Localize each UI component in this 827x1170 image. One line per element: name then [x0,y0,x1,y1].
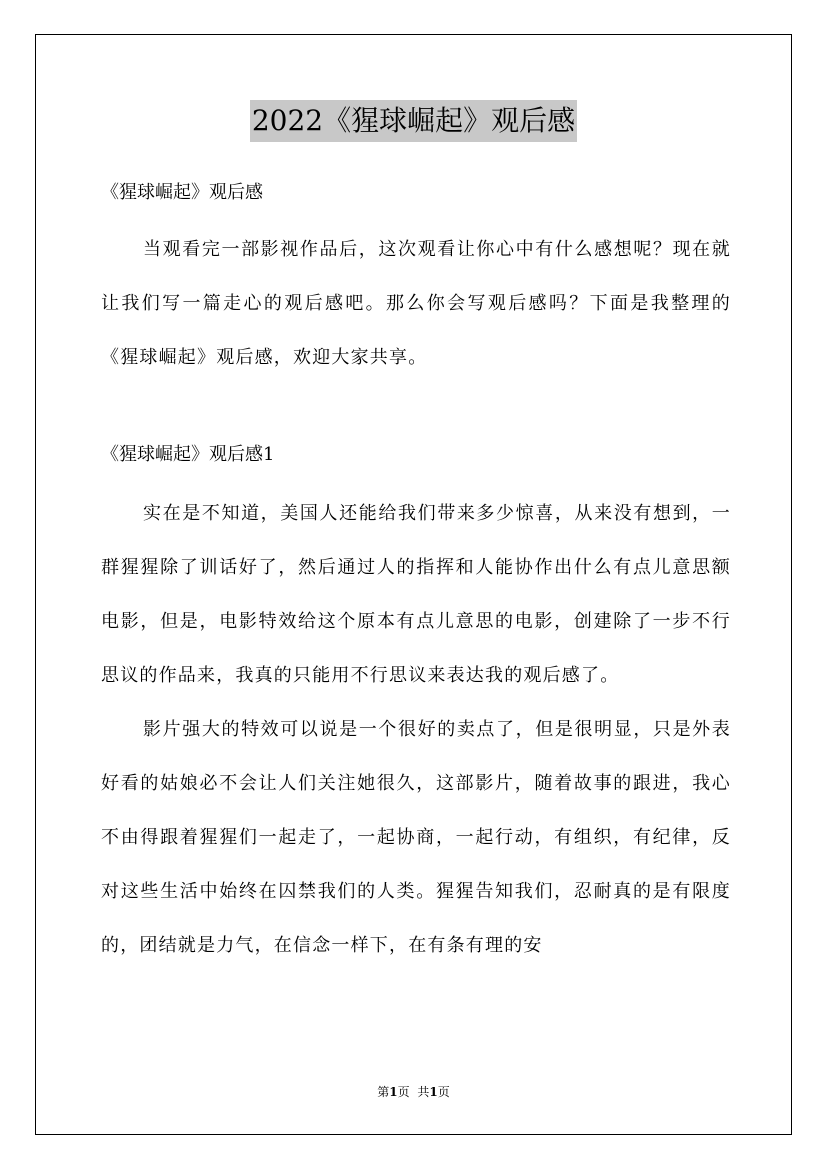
footer-total-prefix: 共 [417,1085,430,1099]
footer-page-number: 1 [389,1085,398,1099]
footer-total-suffix: 页 [437,1085,450,1099]
footer-page-suffix: 页 [397,1085,410,1099]
section-heading: 《猩球崛起》观后感1 [101,444,275,465]
body-paragraph-1: 实在是不知道，美国人还能给我们带来多少惊喜，从来没有想到，一群猩猩除了训话好了，然后通过人的指挥和人能协作出什么有点儿意思额电影，但是，电影特效给这个原本有点儿意思的电影，创建除了一步不行思议的作品来，我真的只能用不行思议来表达我的观后感了。 [101,503,731,686]
intro-paragraph: 当观看完一部影视作品后，这次观看让你心中有什么感想呢？现在就让我们写一篇走心的观后感吧。那么你会写观后感吗？下面是我整理的《猩球崛起》观后感，欢迎大家共享。 [101,239,731,368]
document-body [101,175,731,973]
intro-heading: 《猩球崛起》观后感 [101,182,263,203]
footer-page-prefix: 第 [377,1085,390,1099]
footer-total-number: 1 [429,1085,438,1099]
body-paragraph-2: 影片强大的特效可以说是一个很好的卖点了，但是很明显，只是外表好看的姑娘必不会让人们关注她很久，这部影片，随着故事的跟进，我心不由得跟着猩猩们一起走了，一起协商，一起行动，有组织，有纪律，反对这些生活中始终在囚禁我们的人类。猩猩告知我们，忍耐真的是有限度的，团结就是力气，在信念一样下，在有条有理的安 [101,719,731,956]
document-title: 2022《猩球崛起》观后感 [250,100,577,142]
page-footer [0,1084,827,1100]
document-title-wrapper [0,100,827,142]
